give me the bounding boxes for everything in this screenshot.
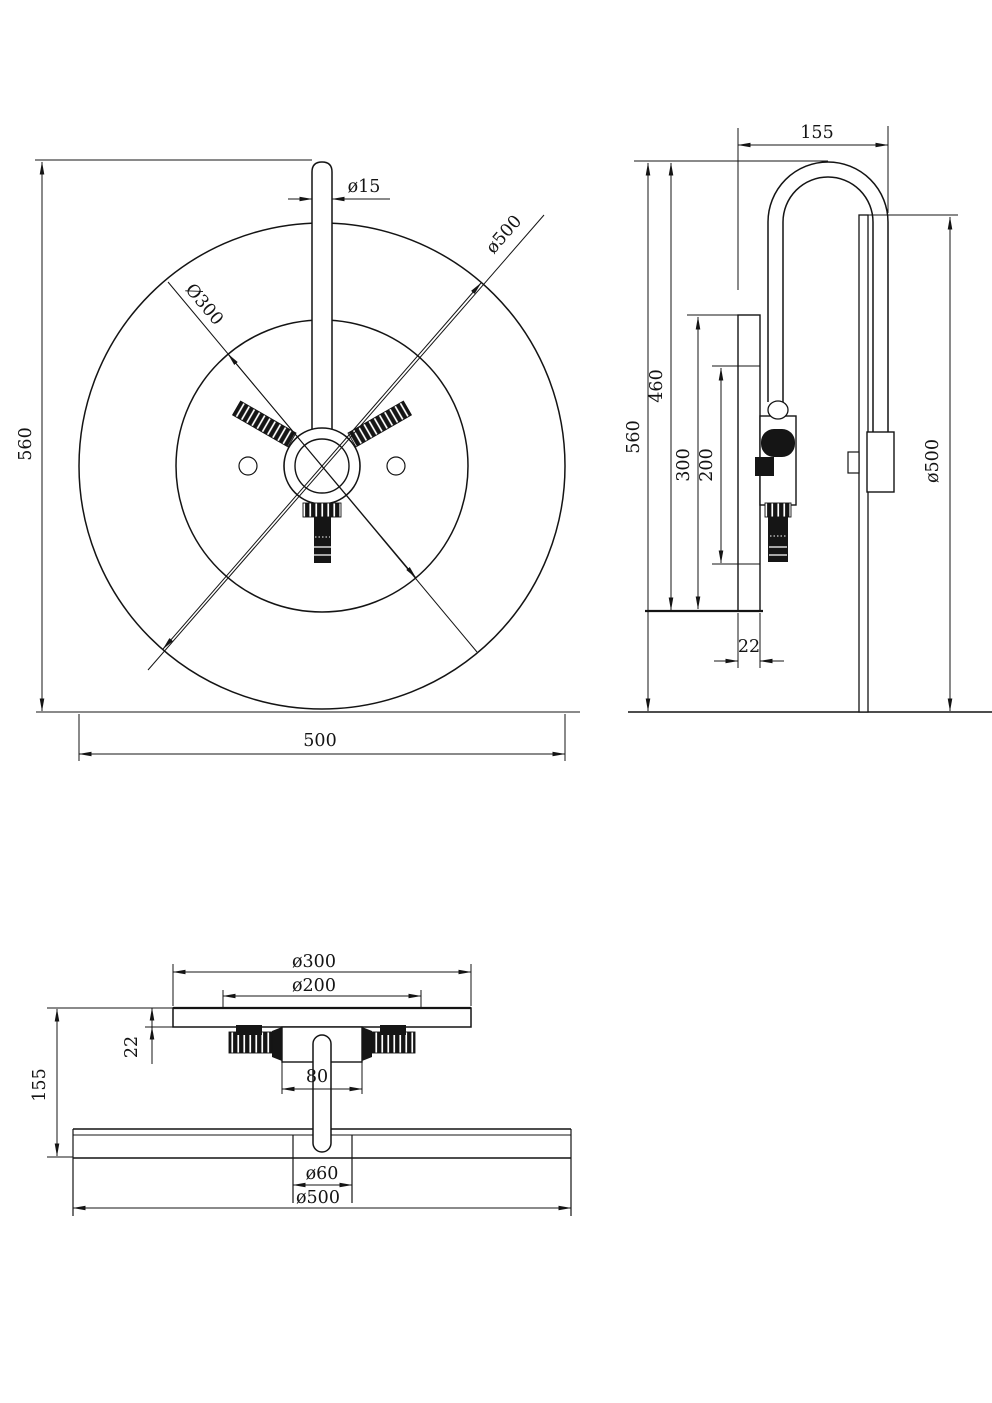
plug-connector	[768, 517, 788, 562]
screw-hole-right	[387, 457, 405, 475]
cone-right	[362, 1027, 372, 1061]
mount-tab	[848, 452, 859, 473]
center-tube	[312, 162, 332, 448]
bracket-right	[380, 1025, 406, 1035]
side-view	[624, 123, 992, 712]
front-height-label: 560	[16, 427, 36, 461]
tube-joint	[768, 401, 788, 419]
dim-outer-diameter	[148, 215, 544, 670]
front-inner-dia-label: Ø300	[180, 280, 227, 330]
side-top-width-label: 155	[800, 123, 834, 143]
plate-profile	[173, 1008, 471, 1027]
gooseneck-outer	[768, 162, 888, 432]
side-plate-thickness-label: 22	[737, 637, 761, 657]
front-tube-dia-label: ø15	[347, 177, 381, 197]
side-inner-height-label: 460	[647, 369, 667, 403]
side-knob	[755, 457, 774, 476]
bottom-side-height-label: 155	[30, 1068, 50, 1102]
side-plate-height-label: 300	[674, 448, 694, 482]
side-disc-dia-label: ø500	[923, 439, 943, 483]
front-outer-dia-label: ø500	[482, 211, 527, 258]
side-total-height-label: 560	[624, 420, 644, 454]
bottom-plate-thickness-label: 22	[122, 1035, 142, 1059]
bracket-left	[236, 1025, 262, 1035]
cone-left	[272, 1027, 282, 1061]
driver-box	[867, 432, 894, 492]
ribbed-holder-right	[372, 1032, 415, 1053]
ribbed-connector	[765, 503, 791, 517]
bottom-stem-dia-label: ø60	[305, 1164, 339, 1184]
bottom-inner-dia-label: ø200	[292, 976, 336, 996]
arm-bottom-connector	[303, 503, 341, 563]
dim-bottom-plate-thickness	[145, 1008, 173, 1064]
screw-hole-left	[239, 457, 257, 475]
bottom-hub-width-label: 80	[305, 1067, 329, 1087]
ribbed-holder-left	[229, 1032, 272, 1053]
dim-side-heights	[648, 163, 721, 711]
stem-tube	[313, 1035, 331, 1152]
bottom-view	[30, 952, 571, 1216]
front-view	[16, 160, 580, 761]
collar-ring	[761, 429, 795, 457]
arm-upper-right	[348, 401, 411, 447]
bottom-disc-dia-label: ø500	[296, 1188, 340, 1208]
front-width-label: 500	[303, 731, 337, 751]
dim-bottom-side-height	[47, 1009, 73, 1157]
bottom-plate-dia-label: ø300	[292, 952, 336, 972]
side-circle-height-label: 200	[697, 448, 717, 482]
